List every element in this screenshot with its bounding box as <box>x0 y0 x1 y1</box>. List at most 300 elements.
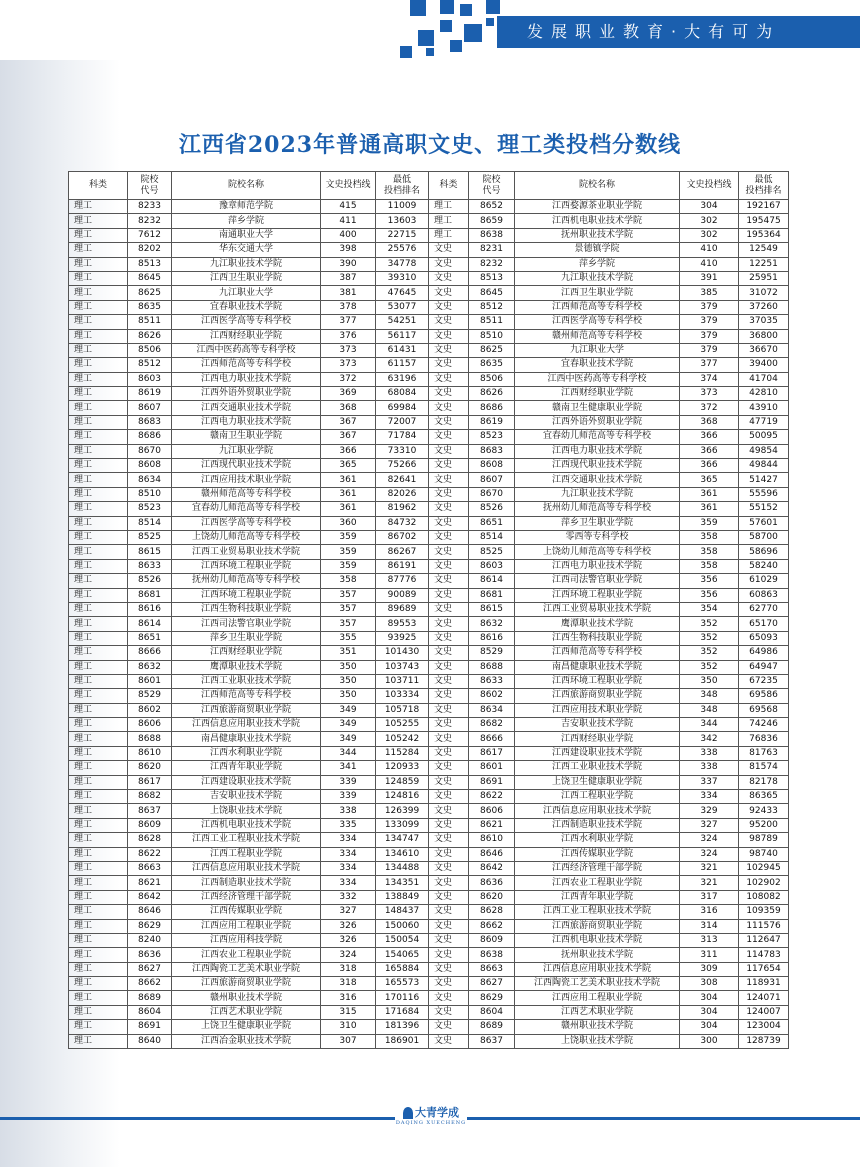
table-cell: 理工 <box>69 1005 128 1019</box>
table-cell: 98740 <box>739 847 789 861</box>
table-cell: 文史 <box>429 833 469 847</box>
table-row <box>69 300 789 314</box>
table-cell: 8652 <box>469 200 515 214</box>
table-cell: 江西电力职业技术学院 <box>172 415 321 429</box>
table-cell: 124071 <box>739 991 789 1005</box>
table-cell: 8636 <box>128 948 172 962</box>
table-cell: 324 <box>680 847 739 861</box>
table-cell: 410 <box>680 257 739 271</box>
table-cell: 文史 <box>429 415 469 429</box>
table-cell: 54251 <box>376 315 429 329</box>
table-cell: 文史 <box>429 559 469 573</box>
table-cell: 39400 <box>739 358 789 372</box>
table-cell: 349 <box>321 718 376 732</box>
table-row <box>69 415 789 429</box>
table-cell: 8666 <box>128 646 172 660</box>
table-cell: 186901 <box>376 1034 429 1048</box>
table-row <box>69 919 789 933</box>
table-cell: 理工 <box>69 430 128 444</box>
table-row <box>69 674 789 688</box>
table-cell: 339 <box>321 775 376 789</box>
table-row <box>69 861 789 875</box>
table-cell: 360 <box>321 516 376 530</box>
table-cell: 373 <box>680 387 739 401</box>
table-cell: 8231 <box>469 243 515 257</box>
table-cell: 339 <box>321 790 376 804</box>
table-cell: 文史 <box>429 890 469 904</box>
table-cell: 126399 <box>376 804 429 818</box>
table-cell: 8651 <box>469 516 515 530</box>
table-cell: 103334 <box>376 689 429 703</box>
table-cell: 江西外语外贸职业学院 <box>172 387 321 401</box>
table-cell: 江西司法警官职业学院 <box>515 574 680 588</box>
table-cell: 93925 <box>376 631 429 645</box>
table-cell: 江西水利职业学院 <box>515 833 680 847</box>
table-cell: 8604 <box>128 1005 172 1019</box>
table-cell: 57601 <box>739 516 789 530</box>
table-cell: 文史 <box>429 271 469 285</box>
table-cell: 南昌健康职业技术学院 <box>172 732 321 746</box>
table-cell: 豫章师范学院 <box>172 200 321 214</box>
table-cell: 318 <box>321 977 376 991</box>
table-cell: 8523 <box>469 430 515 444</box>
table-cell: 86191 <box>376 559 429 573</box>
table-cell: 342 <box>680 732 739 746</box>
table-cell: 江西现代职业技术学院 <box>515 459 680 473</box>
table-cell: 65093 <box>739 631 789 645</box>
table-cell: 58700 <box>739 530 789 544</box>
table-cell: 63196 <box>376 372 429 386</box>
table-row <box>69 459 789 473</box>
table-cell: 吉安职业技术学院 <box>172 790 321 804</box>
table-cell: 江西青年职业学院 <box>172 761 321 775</box>
table-cell: 310 <box>321 1020 376 1034</box>
table-row <box>69 559 789 573</box>
table-cell: 334 <box>321 876 376 890</box>
table-cell: 8632 <box>128 660 172 674</box>
table-cell: 理工 <box>69 329 128 343</box>
table-cell: 22715 <box>376 228 429 242</box>
table-cell: 367 <box>321 430 376 444</box>
table-cell: 九江职业大学 <box>172 286 321 300</box>
table-cell: 8601 <box>128 674 172 688</box>
table-row <box>69 257 789 271</box>
table-cell: 58696 <box>739 545 789 559</box>
table-row <box>69 228 789 242</box>
table-cell: 理工 <box>69 415 128 429</box>
table-cell: 零西等专科学校 <box>515 530 680 544</box>
table-row <box>69 372 789 386</box>
table-cell: 8621 <box>128 876 172 890</box>
table-cell: 398 <box>321 243 376 257</box>
table-row <box>69 1005 789 1019</box>
table-row <box>69 631 789 645</box>
table-row <box>69 343 789 357</box>
table-cell: 89553 <box>376 617 429 631</box>
table-cell: 江西应用工程职业学院 <box>515 991 680 1005</box>
table-cell: 42810 <box>739 387 789 401</box>
table-cell: 84732 <box>376 516 429 530</box>
table-cell: 江西交通职业技术学院 <box>172 401 321 415</box>
table-cell: 8638 <box>469 948 515 962</box>
table-header-row <box>69 172 789 200</box>
table-cell: 358 <box>321 574 376 588</box>
table-cell: 82641 <box>376 473 429 487</box>
table-cell: 8616 <box>128 602 172 616</box>
table-row <box>69 387 789 401</box>
table-cell: 理工 <box>69 343 128 357</box>
table-cell: 江西现代职业技术学院 <box>172 459 321 473</box>
table-cell: 8513 <box>128 257 172 271</box>
table-cell: 87776 <box>376 574 429 588</box>
table-cell: 文史 <box>429 689 469 703</box>
table-cell: 江西建设职业技术学院 <box>172 775 321 789</box>
table-cell: 文史 <box>429 588 469 602</box>
table-cell: 361 <box>321 487 376 501</box>
table-cell: 8615 <box>469 602 515 616</box>
table-cell: 文史 <box>429 574 469 588</box>
table-cell: 文史 <box>429 329 469 343</box>
table-cell: 理工 <box>69 487 128 501</box>
table-cell: 8634 <box>469 703 515 717</box>
table-cell: 352 <box>680 646 739 660</box>
table-cell: 68084 <box>376 387 429 401</box>
table-cell: 8603 <box>128 372 172 386</box>
page-title: 江西省2023年普通高职文史、理工类投档分数线 <box>178 132 682 158</box>
table-cell: 理工 <box>69 631 128 645</box>
table-cell: 文史 <box>429 516 469 530</box>
table-cell: 379 <box>680 300 739 314</box>
table-cell: 理工 <box>69 861 128 875</box>
table-cell: 115284 <box>376 746 429 760</box>
table-cell: 350 <box>321 674 376 688</box>
table-cell: 江西财经职业学院 <box>172 329 321 343</box>
table-cell: 江西环境工程职业学院 <box>172 588 321 602</box>
table-cell: 江西工业贸易职业技术学院 <box>172 545 321 559</box>
table-cell: 67235 <box>739 674 789 688</box>
table-cell: 江西电力职业技术学院 <box>515 444 680 458</box>
table-cell: 理工 <box>69 602 128 616</box>
table-cell: 8608 <box>469 459 515 473</box>
table-cell: 抚州幼儿师范高等专科学校 <box>515 502 680 516</box>
table-cell: 江西旅游商贸职业学院 <box>172 703 321 717</box>
table-cell: 理工 <box>69 257 128 271</box>
table-row <box>69 502 789 516</box>
table-cell: 8640 <box>128 1034 172 1048</box>
table-cell: 367 <box>321 415 376 429</box>
table-cell: 宜春幼儿师范高等专科学校 <box>172 502 321 516</box>
table-cell: 327 <box>680 818 739 832</box>
table-cell: 349 <box>321 732 376 746</box>
table-cell: 文史 <box>429 243 469 257</box>
table-cell: 195475 <box>739 214 789 228</box>
table-cell: 上饶幼儿师范高等专科学校 <box>172 530 321 544</box>
table-row <box>69 315 789 329</box>
table-cell: 江西农业工程职业学院 <box>515 876 680 890</box>
table-cell: 95200 <box>739 818 789 832</box>
table-cell: 江西医学高等专科学校 <box>172 516 321 530</box>
table-cell: 8688 <box>128 732 172 746</box>
table-cell: 318 <box>321 962 376 976</box>
table-cell: 江西生物科技职业学院 <box>515 631 680 645</box>
table-cell: 江西中医药高等专科学校 <box>172 343 321 357</box>
table-cell: 109359 <box>739 905 789 919</box>
table-cell: 86267 <box>376 545 429 559</box>
table-cell: 文史 <box>429 545 469 559</box>
table-cell: 56117 <box>376 329 429 343</box>
table-cell: 304 <box>680 1020 739 1034</box>
table-cell: 文史 <box>429 847 469 861</box>
table-cell: 25951 <box>739 271 789 285</box>
table-cell: 8683 <box>128 415 172 429</box>
table-cell: 江西信息应用职业技术学院 <box>515 804 680 818</box>
table-cell: 文史 <box>429 646 469 660</box>
table-cell: 8622 <box>469 790 515 804</box>
table-cell: 105255 <box>376 718 429 732</box>
table-cell: 8638 <box>469 228 515 242</box>
table-cell: 8609 <box>469 933 515 947</box>
table-cell: 8651 <box>128 631 172 645</box>
table-cell: 文史 <box>429 1005 469 1019</box>
table-cell: 上饶幼儿师范高等专科学校 <box>515 545 680 559</box>
table-cell: 江西旅游商贸职业学院 <box>515 689 680 703</box>
table-row <box>69 329 789 343</box>
table-cell: 8606 <box>128 718 172 732</box>
table-cell: 文史 <box>429 905 469 919</box>
table-cell: 理工 <box>69 890 128 904</box>
table-cell: 江西师范高等专科学校 <box>172 689 321 703</box>
table-row <box>69 444 789 458</box>
table-cell: 文史 <box>429 660 469 674</box>
table-cell: 文史 <box>429 919 469 933</box>
table-cell: 348 <box>680 703 739 717</box>
logo-icon <box>403 1107 413 1119</box>
table-cell: 69568 <box>739 703 789 717</box>
table-cell: 江西医学高等专科学校 <box>515 315 680 329</box>
table-cell: 文史 <box>429 502 469 516</box>
table-cell: 350 <box>680 674 739 688</box>
table-cell: 8681 <box>469 588 515 602</box>
table-cell: 江西机电职业技术学院 <box>172 818 321 832</box>
logo-subtext: DAQING XUECHENG <box>395 1120 467 1126</box>
table-cell: 62770 <box>739 602 789 616</box>
table-cell: 8609 <box>128 818 172 832</box>
slogan-banner: 发展职业教育·大有可为 <box>497 16 860 48</box>
table-cell: 350 <box>321 689 376 703</box>
table-cell: 317 <box>680 890 739 904</box>
table-cell: 文史 <box>429 430 469 444</box>
table-cell: 324 <box>680 833 739 847</box>
header-cell: 科类 <box>69 172 128 200</box>
table-cell: 理工 <box>429 228 469 242</box>
table-cell: 文史 <box>429 718 469 732</box>
table-cell: 赣南卫生职业学院 <box>172 430 321 444</box>
table-cell: 江西环境工程职业学院 <box>515 588 680 602</box>
table-cell: 理工 <box>69 876 128 890</box>
table-cell: 理工 <box>69 200 128 214</box>
table-row <box>69 1034 789 1048</box>
table-cell: 385 <box>680 286 739 300</box>
table-cell: 理工 <box>69 674 128 688</box>
table-row <box>69 933 789 947</box>
table-cell: 文史 <box>429 948 469 962</box>
table-cell: 400 <box>321 228 376 242</box>
table-cell: 文史 <box>429 933 469 947</box>
table-cell: 357 <box>321 588 376 602</box>
table-cell: 47645 <box>376 286 429 300</box>
table-row <box>69 243 789 257</box>
table-cell: 134488 <box>376 861 429 875</box>
table-cell: 124859 <box>376 775 429 789</box>
table-row <box>69 200 789 214</box>
table-cell: 8663 <box>128 861 172 875</box>
header-cell: 院校名称 <box>515 172 680 200</box>
table-cell: 江西环境工程职业学院 <box>172 559 321 573</box>
table-cell: 111576 <box>739 919 789 933</box>
table-cell: 8506 <box>469 372 515 386</box>
table-cell: 江西传媒职业学院 <box>515 847 680 861</box>
table-cell: 359 <box>321 530 376 544</box>
table-cell: 江西陶瓷工艺美术职业学院 <box>172 962 321 976</box>
table-cell: 九江职业技术学院 <box>172 257 321 271</box>
table-cell: 理工 <box>69 746 128 760</box>
table-cell: 江西艺术职业学院 <box>172 1005 321 1019</box>
table-cell: 377 <box>321 315 376 329</box>
table-cell: 文史 <box>429 991 469 1005</box>
table-cell: 49844 <box>739 459 789 473</box>
table-cell: 86702 <box>376 530 429 544</box>
table-cell: 理工 <box>69 617 128 631</box>
table-cell: 江西农业工程职业学院 <box>172 948 321 962</box>
table-cell: 理工 <box>69 271 128 285</box>
table-cell: 8683 <box>469 444 515 458</box>
table-cell: 379 <box>680 329 739 343</box>
table-cell: 九江职业大学 <box>515 343 680 357</box>
table-cell: 332 <box>321 890 376 904</box>
table-cell: 366 <box>680 430 739 444</box>
table-cell: 8608 <box>128 459 172 473</box>
table-cell: 361 <box>321 502 376 516</box>
table-cell: 170116 <box>376 991 429 1005</box>
table-cell: 43910 <box>739 401 789 415</box>
table-cell: 8689 <box>469 1020 515 1034</box>
table-cell: 90089 <box>376 588 429 602</box>
table-cell: 344 <box>680 718 739 732</box>
table-cell: 8620 <box>469 890 515 904</box>
table-cell: 55152 <box>739 502 789 516</box>
table-cell: 81574 <box>739 761 789 775</box>
table-row <box>69 905 789 919</box>
table-cell: 37260 <box>739 300 789 314</box>
table-cell: 73310 <box>376 444 429 458</box>
table-cell: 102945 <box>739 861 789 875</box>
table-cell: 文史 <box>429 387 469 401</box>
table-cell: 宜春职业技术学院 <box>515 358 680 372</box>
table-cell: 江西电力职业技术学院 <box>515 559 680 573</box>
table-cell: 8513 <box>469 271 515 285</box>
table-cell: 鹰潭职业技术学院 <box>172 660 321 674</box>
table-cell: 133099 <box>376 818 429 832</box>
table-cell: 8526 <box>128 574 172 588</box>
table-cell: 71784 <box>376 430 429 444</box>
table-cell: 理工 <box>69 372 128 386</box>
table-cell: 文史 <box>429 876 469 890</box>
table-cell: 理工 <box>69 818 128 832</box>
table-cell: 8626 <box>128 329 172 343</box>
table-cell: 文史 <box>429 804 469 818</box>
table-cell: 吉安职业技术学院 <box>515 718 680 732</box>
table-cell: 112647 <box>739 933 789 947</box>
table-cell: 118931 <box>739 977 789 991</box>
table-cell: 理工 <box>69 962 128 976</box>
table-cell: 138849 <box>376 890 429 904</box>
table-cell: 8633 <box>469 674 515 688</box>
table-cell: 文史 <box>429 746 469 760</box>
table-cell: 文史 <box>429 487 469 501</box>
table-cell: 萍乡卫生职业学院 <box>172 631 321 645</box>
table-row <box>69 487 789 501</box>
table-cell: 8601 <box>469 761 515 775</box>
table-cell: 150054 <box>376 933 429 947</box>
header-cell: 最低 投档排名 <box>739 172 789 200</box>
table-cell: 329 <box>680 804 739 818</box>
table-cell: 373 <box>321 358 376 372</box>
table-cell: 8659 <box>469 214 515 228</box>
table-cell: 8619 <box>128 387 172 401</box>
table-cell: 338 <box>321 804 376 818</box>
table-cell: 359 <box>321 559 376 573</box>
table-cell: 江西制造职业技术学院 <box>515 818 680 832</box>
table-cell: 江西外语外贸职业学院 <box>515 415 680 429</box>
table-cell: 60863 <box>739 588 789 602</box>
table-cell: 理工 <box>69 933 128 947</box>
table-cell: 理工 <box>69 459 128 473</box>
table-cell: 49854 <box>739 444 789 458</box>
table-cell: 8662 <box>128 977 172 991</box>
table-cell: 36800 <box>739 329 789 343</box>
table-cell: 61029 <box>739 574 789 588</box>
table-cell: 江西制造职业技术学院 <box>172 876 321 890</box>
table-cell: 文史 <box>429 1020 469 1034</box>
table-cell: 86365 <box>739 790 789 804</box>
table-cell: 江西信息应用职业技术学院 <box>515 962 680 976</box>
table-cell: 8689 <box>128 991 172 1005</box>
table-cell: 宜春幼儿师范高等专科学校 <box>515 430 680 444</box>
table-cell: 8514 <box>469 530 515 544</box>
table-cell: 萍乡学院 <box>172 214 321 228</box>
table-cell: 379 <box>680 343 739 357</box>
table-cell: 124007 <box>739 1005 789 1019</box>
table-cell: 理工 <box>69 286 128 300</box>
table-cell: 356 <box>680 588 739 602</box>
table-cell: 理工 <box>69 1034 128 1048</box>
table-cell: 379 <box>680 315 739 329</box>
table-cell: 334 <box>321 861 376 875</box>
table-cell: 8633 <box>128 559 172 573</box>
table-cell: 江西应用技术职业学院 <box>515 703 680 717</box>
table-cell: 理工 <box>69 444 128 458</box>
table-cell: 92433 <box>739 804 789 818</box>
table-cell: 理工 <box>69 775 128 789</box>
table-cell: 理工 <box>69 502 128 516</box>
table-cell: 64986 <box>739 646 789 660</box>
table-cell: 8607 <box>128 401 172 415</box>
header-cell: 文史投档线 <box>321 172 376 200</box>
table-cell: 8628 <box>469 905 515 919</box>
table-cell: 327 <box>321 905 376 919</box>
table-cell: 123004 <box>739 1020 789 1034</box>
table-cell: 8626 <box>469 387 515 401</box>
